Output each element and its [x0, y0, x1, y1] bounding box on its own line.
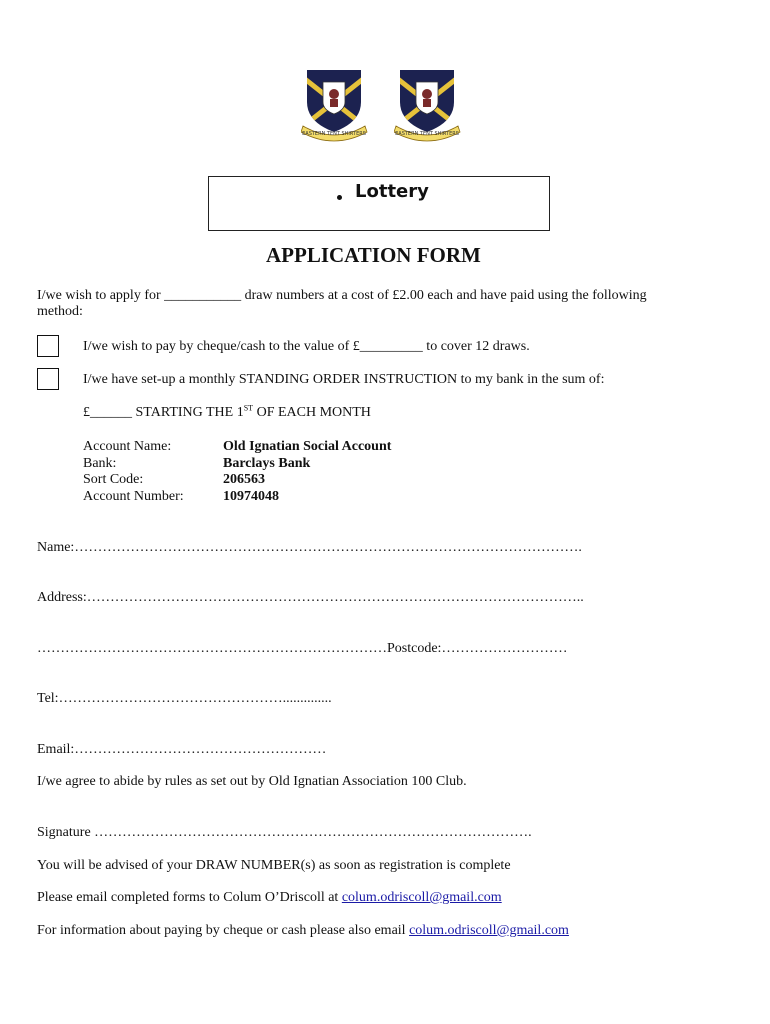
tel-field[interactable]: Tel:…………………………………………..............	[37, 691, 332, 706]
club-crest-left	[301, 68, 377, 144]
starting-line	[83, 404, 371, 421]
bank-value-account-name: Old Ignatian Social Account	[223, 439, 392, 454]
postcode-field[interactable]: …………………………………………………………………Postcode:………………………	[37, 641, 568, 656]
name-field[interactable]: Name:……………………………………………………………………………………………….	[37, 540, 582, 555]
bank-label-account-number: Account Number:	[83, 489, 184, 504]
signature-field[interactable]: Signature ………………………………………………………………………………….	[37, 825, 532, 840]
form-heading: APPLICATION FORM	[266, 243, 481, 267]
lottery-title: Lottery	[355, 181, 429, 202]
cheque-checkbox[interactable]	[37, 335, 59, 357]
advised-text: You will be advised of your DRAW NUMBER(s) as soon as registration is complete	[37, 858, 511, 873]
email-link-2[interactable]: colum.odriscoll@gmail.com	[409, 923, 569, 938]
intro-line-1: I/we wish to apply for ___________ draw numbers at a cost of £2.00 each and have paid using the following	[37, 288, 647, 303]
standing-order-checkbox[interactable]	[37, 368, 59, 390]
agree-text: I/we agree to abide by rules as set out by Old Ignatian Association 100 Club.	[37, 774, 467, 789]
crest-band-text: EASTERN TENT SHIRTERS	[395, 131, 459, 137]
address-field[interactable]: Address:……………………………………………………………………………………………..	[37, 590, 584, 605]
crest-band-text: EASTERN TENT SHIRTERS	[302, 131, 366, 137]
email-link-1[interactable]: colum.odriscoll@gmail.com	[341, 890, 502, 905]
intro-line-2: method:	[37, 304, 83, 319]
bank-value-bank: Barclays Bank	[223, 456, 311, 471]
bank-value-account-number: 10974048	[223, 489, 279, 504]
club-crest-right	[394, 68, 470, 144]
bullet-icon	[337, 195, 342, 200]
title-box	[208, 176, 550, 231]
info-line	[37, 922, 569, 939]
bank-value-sort-code: 206563	[223, 472, 265, 487]
standing-order-label: I/we have set-up a monthly STANDING ORDER INSTRUCTION to my bank in the sum of:	[83, 372, 605, 387]
email-forms-text: Please email completed forms to Colum O’Driscoll at	[37, 890, 342, 905]
bank-label-bank: Bank:	[83, 456, 117, 471]
info-text: For information about paying by cheque or cash please also email	[37, 923, 410, 938]
bank-label-account-name: Account Name:	[83, 439, 172, 454]
cheque-option-label: I/we wish to pay by cheque/cash to the value of £_________ to cover 12 draws.	[83, 339, 530, 354]
email-forms-line	[37, 889, 502, 906]
email-field[interactable]: Email:………………………………………………	[37, 742, 327, 757]
starting-prefix: £______ STARTING THE 1	[83, 405, 244, 420]
starting-sup: ST	[243, 403, 254, 413]
bank-label-sort-code: Sort Code:	[83, 472, 144, 487]
starting-suffix: OF EACH MONTH	[253, 405, 371, 420]
